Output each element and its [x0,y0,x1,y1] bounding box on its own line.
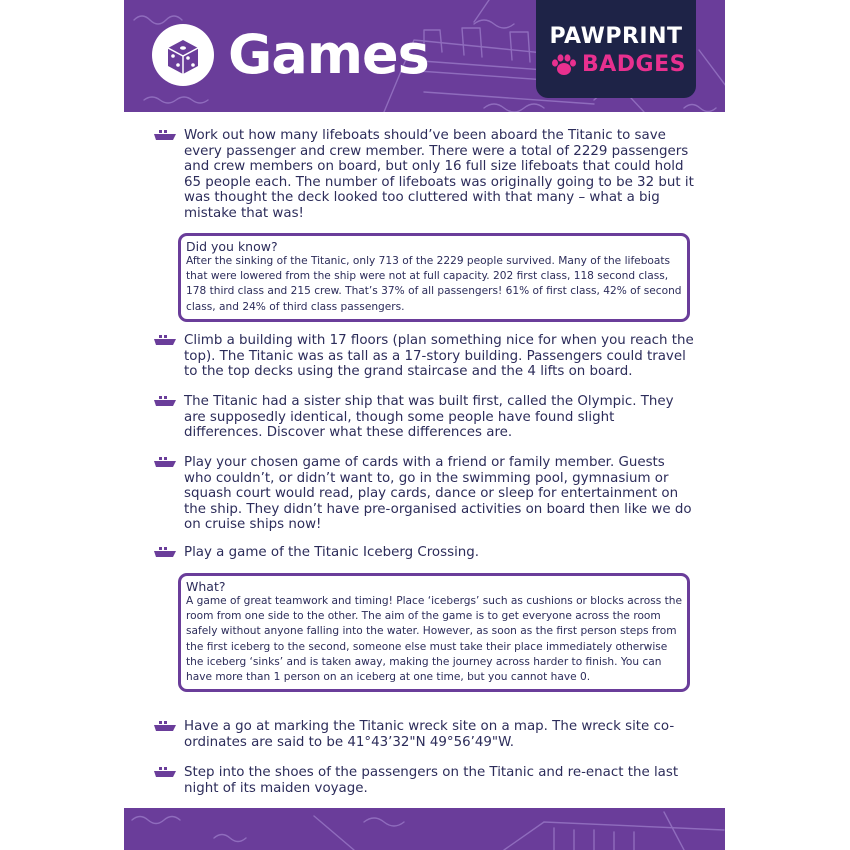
logo-line-1: PAWPRINT [549,24,683,49]
activity-text: Play your chosen game of cards with a friend or family member. Guests who couldn’t, or didn’t want to, go in the swimming pool, gymnasium or squash court would read, play cards, dance or sleep for entertainment on the ship. They didn’t have pre-organised activities on board then like we do on cruise ships now! [184,455,692,533]
did-you-know-box [178,233,690,322]
box-title: What? [186,579,226,594]
page-title: Games [228,23,429,86]
ship-icon [153,546,177,558]
page [124,0,725,850]
ship-icon [153,766,177,778]
box-body: After the sinking of the Titanic, only 713 of the 2229 people survived. Many of the lifeboats that were lowered from the ship were not at full capacity. 202 first class, 118 second class, 178 third class and 215 crew. That’s 37% of all passengers! 61% of first class, 42% of second class, and 24% of third class passengers. [186,255,682,313]
activity-text: Step into the shoes of the passengers on the Titanic and re-enact the last night of its maiden voyage. [184,765,679,796]
logo-line-2: BADGES [582,52,686,77]
activity-text: The Titanic had a sister ship that was built first, called the Olympic. They are supposedly identical, though some people have found slight differences. Discover what these differences are. [184,394,674,441]
die-icon-circle [152,24,214,86]
activity-text: Work out how many lifeboats should’ve been aboard the Titanic to save every passenger and crew member. There were a total of 2229 passengers and crew members on board, but only 16 full size lifeboats that could hold 65 people each. The number of lifeboats was originally going to be 32 but it was thought the deck looked too cluttered with that many – what a big mistake that was! [184,128,694,221]
box-title: Did you know? [186,239,278,254]
activity-item [184,455,694,533]
what-box [178,573,690,692]
activity-item [184,128,694,222]
activity-text: Play a game of the Titanic Iceberg Crossing. [184,545,480,560]
activity-item [184,719,694,750]
activity-text: Climb a building with 17 floors (plan something nice for when you reach the top). The Titanic was as tall as a 17-story building. Passengers could travel to the top decks using the grand staircase and the 4 lifts on board. [184,333,694,380]
ship-icon [153,720,177,732]
activity-item [184,765,694,796]
activity-item [184,333,694,380]
pawprint-badges-logo [536,0,696,98]
paw-icon [551,54,577,76]
activity-text: Have a go at marking the Titanic wreck site on a map. The wreck site co-ordinates are said to be 41°43’32"N 49°56’49"W. [184,719,675,750]
activity-item [184,394,694,441]
activity-item [184,545,694,561]
box-body: A game of great teamwork and timing! Place ‘icebergs’ such as cushions or blocks across the room from one side to the other. The aim of the game is to get everyone across the room safely without anyone falling into the water. However, as soon as the first person steps from the first iceberg to the second, someone else must take their place immediately otherwise the iceberg ‘sinks’ and is taken away, making the journey across harder to finish. You can have more than 1 person on an iceberg at one time, but you cannot have 0. [186,595,682,684]
die-icon [152,24,214,86]
ship-icon [153,334,177,346]
footer-banner [124,808,725,850]
ship-icon [153,456,177,468]
footer-line-art [124,808,725,850]
header-banner [124,0,725,112]
ship-icon [153,129,177,141]
ship-icon [153,395,177,407]
